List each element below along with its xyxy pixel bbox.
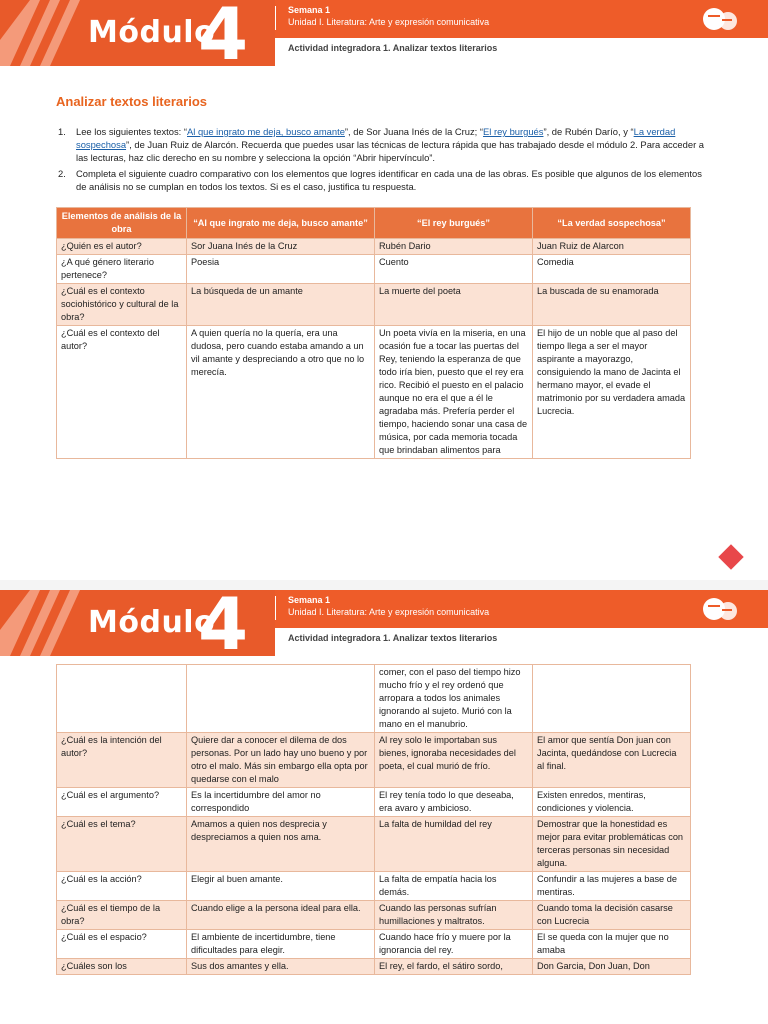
table-row — [57, 930, 691, 959]
table-row — [57, 733, 691, 788]
table-cell[interactable]: Es la incertidumbre del amor no correspondido — [187, 788, 375, 817]
page-header — [0, 0, 768, 76]
table-cell[interactable]: Existen enredos, mentiras, condiciones y violencia. — [533, 788, 691, 817]
table-cell[interactable]: ¿Cuáles son los — [57, 959, 187, 975]
header-cell: Elementos de análisis de la obra — [57, 208, 187, 239]
table-cell[interactable]: La falta de empatía hacia los demás. — [375, 872, 533, 901]
table-cell[interactable]: A quien quería no la quería, era una dudosa, pero cuando estaba amando a un vil amante y despreciando a otro que no lo merecía. — [187, 326, 375, 459]
table-cell[interactable]: ¿Cuál es la intención del autor? — [57, 733, 187, 788]
table-cell[interactable]: Cuando elige a la persona ideal para ella. — [187, 901, 375, 930]
table-cell[interactable]: Al rey solo le importaban sus bienes, ignoraba necesidades del poeta, el cual murió de frío. — [375, 733, 533, 788]
comparison-table-part-2 — [56, 664, 691, 975]
instruction-item: 1. Lee los siguientes textos: “Al que ingrato me deja, busco amante”, de Sor Juana Inés de la Cruz; “El rey burgués”, de Rubén Darío, y “La verdad sospechosa”, de Juan Ruiz de Alarcón. Recuerda que puedes usar las técnicas de lectura rápida que has trabajado desde el módulo 2. Para acceder a las lecturas, haz clic derecho en su nombre y selecciona la opción “Abrir hipervínculo”. — [58, 126, 705, 164]
table-cell[interactable]: Juan Ruiz de Alarcon — [533, 239, 691, 255]
table-cell[interactable]: El rey tenía todo lo que deseaba, era avaro y ambicioso. — [375, 788, 533, 817]
table-cell[interactable]: ¿Cuál es el tiempo de la obra? — [57, 901, 187, 930]
table-cell[interactable]: Rubén Dario — [375, 239, 533, 255]
table-cell[interactable]: Cuando hace frío y muere por la ignorancia del rey. — [375, 930, 533, 959]
table-cell[interactable]: Confundir a las mujeres a base de mentiras. — [533, 872, 691, 901]
table-cell[interactable]: Comedia — [533, 255, 691, 284]
table-cell[interactable] — [187, 665, 375, 733]
activity-label: Actividad integradora 1. Analizar textos literarios — [288, 43, 498, 53]
table-row — [57, 872, 691, 901]
table-cell[interactable]: La buscada de su enamorada — [533, 284, 691, 326]
table-cell[interactable]: Don Garcia, Don Juan, Don — [533, 959, 691, 975]
prepa-en-linea-logo — [700, 595, 740, 623]
table-cell[interactable]: Cuento — [375, 255, 533, 284]
module-word: Módulo — [88, 605, 216, 640]
header-separator — [275, 6, 276, 30]
table-cell[interactable]: Cuando las personas sufrían humillaciones y maltratos. — [375, 901, 533, 930]
table-header-row — [57, 208, 691, 239]
module-word: Módulo — [88, 15, 216, 50]
table-cell[interactable]: Elegir al buen amante. — [187, 872, 375, 901]
table-row — [57, 901, 691, 930]
header-cell: “La verdad sospechosa” — [533, 208, 691, 239]
page-gap — [0, 580, 768, 590]
link-la-verdad-sospechosa[interactable]: La verdad sospechosa — [76, 126, 676, 151]
table-cell[interactable]: La muerte del poeta — [375, 284, 533, 326]
instruction-item: 2. Completa el siguiente cuadro comparativo con los elementos que logres identificar en cada una de las obras. Es posible que algunos de los elementos de análisis no se cumplan en todos los textos. Si es el caso, justifica tu respuesta. — [58, 167, 702, 192]
table-cell[interactable]: La búsqueda de un amante — [187, 284, 375, 326]
table-cell[interactable]: ¿Cuál es el espacio? — [57, 930, 187, 959]
table-row — [57, 326, 691, 459]
table-cell[interactable]: comer, con el paso del tiempo hizo mucho frío y el rey ordenó que arropara a todos los animales ignorando al sujeto. Murió con la mano en el manubrio. — [375, 665, 533, 733]
activity-label: Actividad integradora 1. Analizar textos literarios — [288, 633, 498, 643]
module-number: 4 — [198, 0, 249, 76]
table-cell[interactable]: El amor que sentía Don juan con Jacinta, quedándose con Lucrecia al final. — [533, 733, 691, 788]
header-cell: “El rey burgués” — [375, 208, 533, 239]
table-cell[interactable]: ¿Cuál es la acción? — [57, 872, 187, 901]
table-row — [57, 284, 691, 326]
table-cell[interactable]: La falta de humildad del rey — [375, 817, 533, 872]
week-label: Semana 1 — [288, 5, 331, 15]
unit-label: Unidad I. Literatura: Arte y expresión comunicativa — [288, 17, 490, 27]
table-cell[interactable]: El se queda con la mujer que no amaba — [533, 930, 691, 959]
table-row — [57, 959, 691, 975]
table-cell[interactable]: Cuando toma la decisión casarse con Lucrecia — [533, 901, 691, 930]
table-cell[interactable]: Demostrar que la honestidad es mejor para evitar problemáticas con terceras personas sin necesidad alguna. — [533, 817, 691, 872]
table-cell[interactable]: Amamos a quien nos desprecia y despreciamos a quien nos ama. — [187, 817, 375, 872]
comparison-table-part-1 — [56, 207, 691, 459]
table-cell[interactable]: Sus dos amantes y ella. — [187, 959, 375, 975]
module-number: 4 — [198, 590, 249, 666]
table-row — [57, 788, 691, 817]
prepa-en-linea-logo — [700, 5, 740, 33]
table-cell[interactable]: Un poeta vivía en la miseria, en una ocasión fue a tocar las puertas del Rey, teniendo la esperanza de que todo iría bien, puesto que el rey era rico. Recibió el puesto en el palacio aunque no era el que a él le agradaba más. Prefería perder el tiempo, haciendo sonar una casa de música, por cada memoria tocada que brindaban alimentos para — [375, 326, 533, 459]
table-row — [57, 817, 691, 872]
table-row — [57, 665, 691, 733]
table-cell[interactable]: ¿A qué género literario pertenece? — [57, 255, 187, 284]
stripes-decoration — [0, 0, 80, 66]
table-cell[interactable]: Quiere dar a conocer el dilema de dos personas. Por un lado hay uno bueno y por otro el malo. Más sin embargo ella opta por quedarse con el malo — [187, 733, 375, 788]
unit-label: Unidad I. Literatura: Arte y expresión comunicativa — [288, 607, 490, 617]
table-cell[interactable] — [57, 665, 187, 733]
stripes-decoration — [0, 590, 80, 656]
link-el-rey-burgues[interactable]: El rey burgués — [483, 126, 544, 137]
table-cell[interactable]: Poesia — [187, 255, 375, 284]
week-label: Semana 1 — [288, 595, 331, 605]
table-cell[interactable]: Sor Juana Inés de la Cruz — [187, 239, 375, 255]
table-cell[interactable]: ¿Quién es el autor? — [57, 239, 187, 255]
page-header — [0, 590, 768, 666]
section-title: Analizar textos literarios — [56, 94, 207, 109]
header-cell: “Al que ingrato me deja, busco amante” — [187, 208, 375, 239]
table-cell[interactable]: ¿Cuál es el tema? — [57, 817, 187, 872]
table-cell[interactable]: El ambiente de incertidumbre, tiene dificultades para elegir. — [187, 930, 375, 959]
table-row — [57, 255, 691, 284]
table-cell[interactable]: ¿Cuál es el contexto sociohistórico y cultural de la obra? — [57, 284, 187, 326]
table-cell[interactable] — [533, 665, 691, 733]
page-diamond-marker — [718, 544, 743, 569]
document-page-2 — [0, 590, 768, 1024]
table-cell[interactable]: El hijo de un noble que al paso del tiempo llega a ser el mayor aspirante a mayorazgo, consiguiendo la mano de Jacinta el hermano mayor, el evade el matrimonio por su verdadera amada Lucrecia. — [533, 326, 691, 459]
table-row — [57, 239, 691, 255]
table-cell[interactable]: ¿Cuál es el argumento? — [57, 788, 187, 817]
instructions-list — [56, 125, 706, 195]
header-separator — [275, 596, 276, 620]
link-al-que-ingrato[interactable]: Al que ingrato me deja, busco amante — [187, 126, 345, 137]
table-cell[interactable]: ¿Cuál es el contexto del autor? — [57, 326, 187, 459]
table-cell[interactable]: El rey, el fardo, el sátiro sordo, — [375, 959, 533, 975]
